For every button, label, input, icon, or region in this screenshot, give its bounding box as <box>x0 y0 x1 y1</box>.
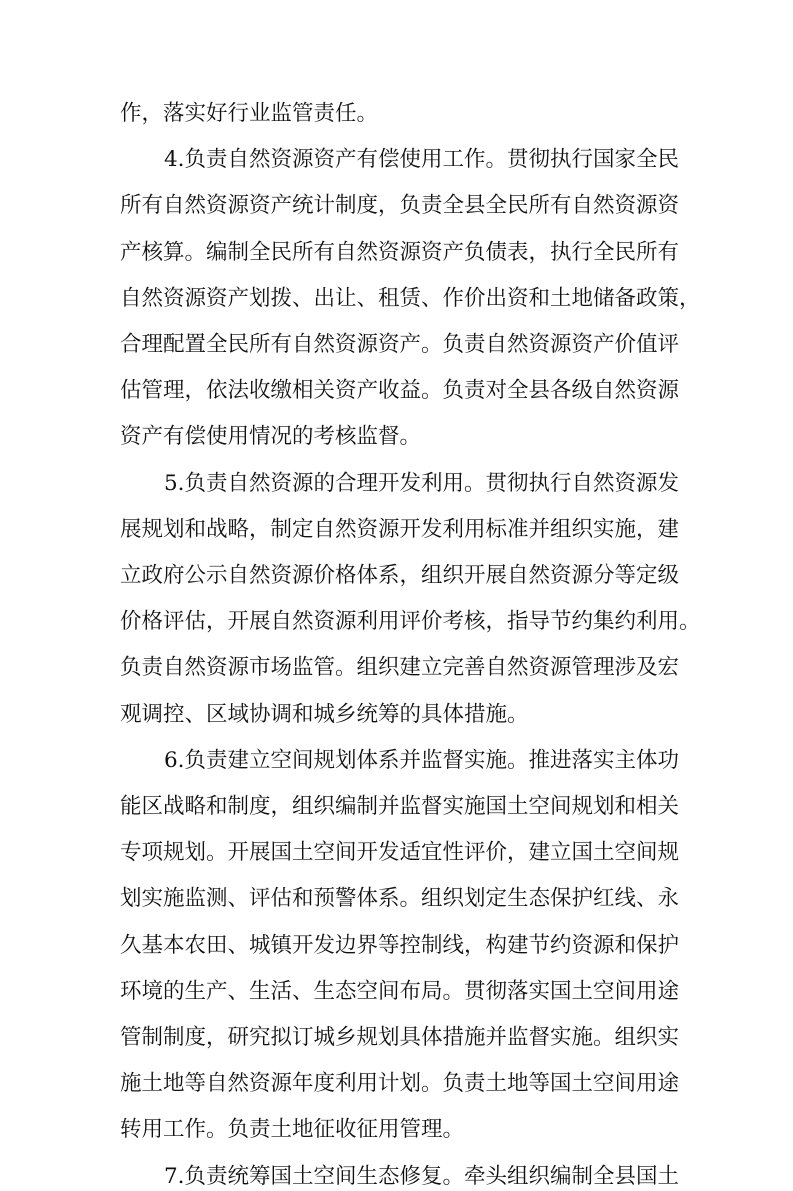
paragraph-6-first-line: 6.负责建立空间规划体系并监督实施。推进落实主体功 <box>164 747 680 773</box>
text-line: 价格评估，开展自然资源利用评价考核，指导节约集约利用。 <box>120 609 701 635</box>
paragraph-7-first-line: 7.负责统筹国土空间生态修复。牵头组织编制全县国土 <box>164 1163 680 1189</box>
text-line: 展规划和战略，制定自然资源开发利用标准并组织实施，建 <box>120 516 680 542</box>
text-line: 久基本农田、城镇开发边界等控制线，构建节约资源和保护 <box>120 932 680 958</box>
text-line: 专项规划。开展国土空间开发适宜性评价，建立国土空间规 <box>120 840 680 866</box>
text-line: 管制制度，研究拟订城乡规划具体措施并监督实施。组织实 <box>120 1025 680 1050</box>
text-line: 作，落实好行业监管责任。 <box>120 101 379 126</box>
text-line: 能区战略和制度，组织编制并监督实施国土空间规划和相关 <box>120 794 680 819</box>
text-line: 转用工作。负责土地征收征用管理。 <box>120 1117 465 1143</box>
paragraph-5-first-line: 5.负责自然资源的合理开发利用。贯彻执行自然资源发 <box>164 470 680 496</box>
text-line: 划实施监测、评估和预警体系。组织划定生态保护红线、永 <box>120 886 680 912</box>
text-line: 自然资源资产划拨、出让、租赁、作价出资和土地储备政策， <box>120 285 701 311</box>
text-line: 所有自然资源资产统计制度，负责全县全民所有自然资源资 <box>120 193 680 219</box>
text-line: 负责自然资源市场监管。组织建立完善自然资源管理涉及宏 <box>120 655 680 681</box>
text-line: 合理配置全民所有自然资源资产。负责自然资源资产价值评 <box>120 332 680 357</box>
text-line: 施土地等自然资源年度利用计划。负责土地等国土空间用途 <box>120 1071 680 1097</box>
text-line: 观调控、区域协调和城乡统筹的具体措施。 <box>120 701 529 727</box>
text-line: 估管理，依法收缴相关资产收益。负责对全县各级自然资源 <box>120 378 680 404</box>
text-line: 立政府公示自然资源价格体系，组织开展自然资源分等定级 <box>120 563 680 588</box>
text-line: 环境的生产、生活、生态空间布局。贯彻落实国土空间用途 <box>120 978 680 1004</box>
text-line: 资产有偿使用情况的考核监督。 <box>120 424 422 450</box>
text-line: 产核算。编制全民所有自然资源资产负债表，执行全民所有 <box>120 239 680 265</box>
paragraph-4-first-line: 4.负责自然资源资产有偿使用工作。贯彻执行国家全民 <box>164 147 680 173</box>
